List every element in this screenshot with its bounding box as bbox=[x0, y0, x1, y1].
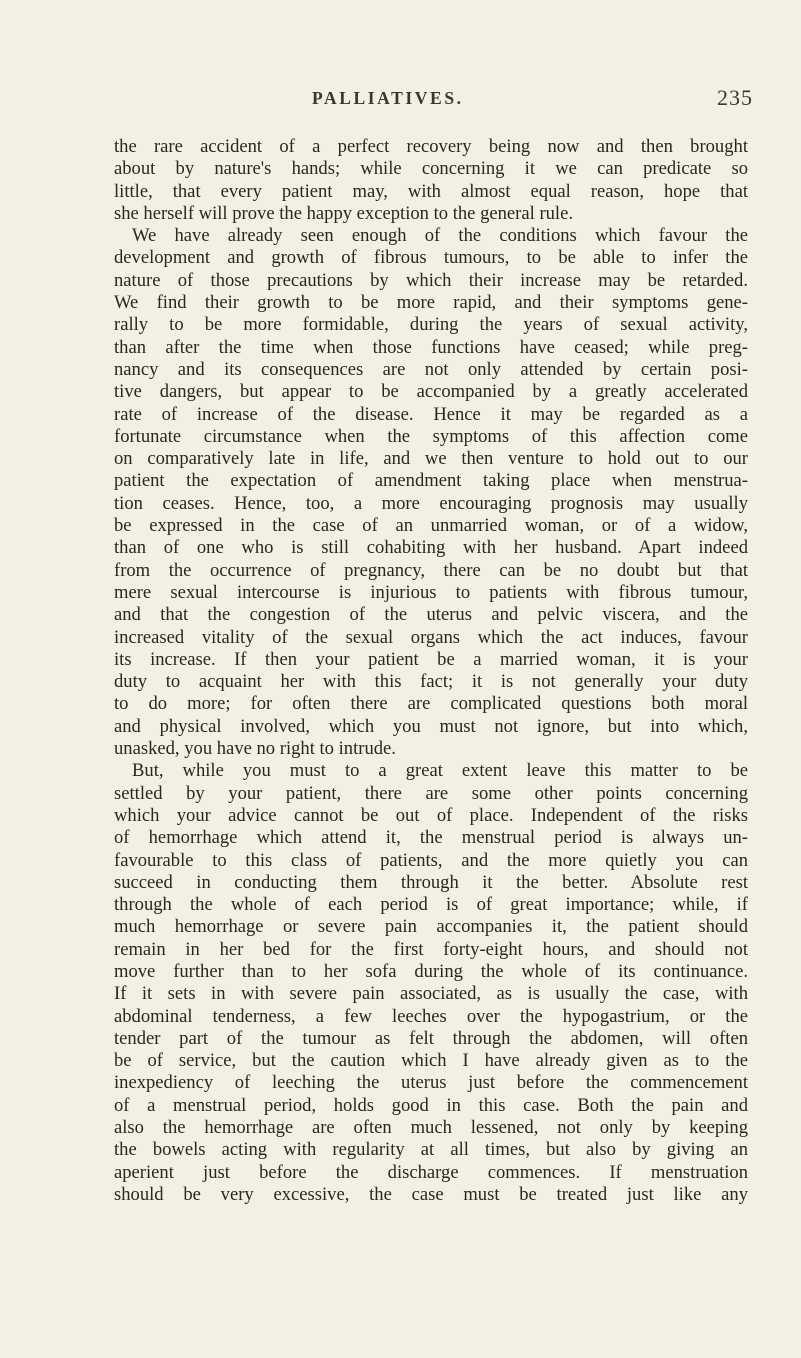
running-head bbox=[0, 85, 801, 118]
text-line: nature of those precautions by which their increase may be retarded. bbox=[114, 269, 748, 291]
text-line: fortunate circumstance when the symptoms of this affection come bbox=[114, 425, 748, 447]
text-line: also the hemorrhage are often much lessened, not only by keeping bbox=[114, 1117, 748, 1139]
text-line: nancy and its consequences are not only attended by certain posi- bbox=[114, 358, 748, 380]
text-line: remain in her bed for the first forty-eight hours, and should not bbox=[114, 938, 748, 960]
text-line: from the occurrence of pregnancy, there can be no doubt but that bbox=[114, 559, 748, 581]
running-title: PALLIATIVES. bbox=[312, 88, 464, 108]
text-line: tender part of the tumour as felt through the abdomen, will often bbox=[114, 1027, 748, 1049]
text-line: We find their growth to be more rapid, and their symptoms gene- bbox=[114, 292, 748, 314]
text-line: through the whole of each period is of great importance; while, if bbox=[114, 894, 748, 916]
body-text bbox=[114, 136, 748, 1206]
text-line: aperient just before the discharge commences. If menstruation bbox=[114, 1161, 748, 1183]
text-line: rally to be more formidable, during the years of sexual activity, bbox=[114, 314, 748, 336]
text-line: be of service, but the caution which I have already given as to the bbox=[114, 1050, 748, 1072]
text-line: We have already seen enough of the conditions which favour the bbox=[132, 225, 748, 247]
text-line: on comparatively late in life, and we then venture to hold out to our bbox=[114, 448, 748, 470]
text-line: patient the expectation of amendment taking place when menstrua- bbox=[114, 470, 748, 492]
text-line: abdominal tenderness, a few leeches over the hypogastrium, or the bbox=[114, 1005, 748, 1027]
text-line: and physical involved, which you must not ignore, but into which, bbox=[114, 715, 748, 737]
text-line: favourable to this class of patients, and the more quietly you can bbox=[114, 849, 748, 871]
text-line: she herself will prove the happy exception to the general rule. bbox=[114, 202, 573, 224]
text-line: to do more; for often there are complicated questions both moral bbox=[114, 693, 748, 715]
text-line: But, while you must to a great extent leave this matter to be bbox=[132, 760, 748, 782]
text-line: development and growth of fibrous tumours, to be able to infer the bbox=[114, 247, 748, 269]
text-line: unasked, you have no right to intrude. bbox=[114, 738, 396, 760]
text-line: of hemorrhage which attend it, the menstrual period is always un- bbox=[114, 827, 748, 849]
text-line: than after the time when those functions have ceased; while preg- bbox=[114, 336, 748, 358]
text-line: inexpediency of leeching the uterus just before the commencement bbox=[114, 1072, 748, 1094]
text-line: move further than to her sofa during the whole of its continuance. bbox=[114, 960, 748, 982]
text-line: much hemorrhage or severe pain accompanies it, the patient should bbox=[114, 916, 748, 938]
text-line: and that the congestion of the uterus and pelvic viscera, and the bbox=[114, 604, 748, 626]
text-line: the bowels acting with regularity at all times, but also by giving an bbox=[114, 1139, 748, 1161]
text-line: about by nature's hands; while concerning it we can predicate so bbox=[114, 158, 748, 180]
text-line: which your advice cannot be out of place. Independent of the risks bbox=[114, 804, 748, 826]
text-line: be expressed in the case of an unmarried woman, or of a widow, bbox=[114, 515, 748, 537]
text-line: its increase. If then your patient be a married woman, it is your bbox=[114, 648, 748, 670]
text-line: increased vitality of the sexual organs which the act induces, favour bbox=[114, 626, 748, 648]
page-number: 235 bbox=[717, 85, 753, 110]
text-line: than of one who is still cohabiting with her husband. Apart indeed bbox=[114, 537, 748, 559]
text-line: tive dangers, but appear to be accompanied by a greatly accelerated bbox=[114, 381, 748, 403]
text-line: little, that every patient may, with almost equal reason, hope that bbox=[114, 180, 748, 202]
text-line: the rare accident of a perfect recovery being now and then brought bbox=[114, 136, 748, 157]
text-line: of a menstrual period, holds good in this case. Both the pain and bbox=[114, 1094, 748, 1116]
text-line: succeed in conducting them through it the better. Absolute rest bbox=[114, 871, 748, 893]
text-line: If it sets in with severe pain associated, as is usually the case, with bbox=[114, 983, 748, 1005]
text-line: tion ceases. Hence, too, a more encouraging prognosis may usually bbox=[114, 492, 748, 514]
text-line: mere sexual intercourse is injurious to patients with fibrous tumour, bbox=[114, 581, 748, 603]
text-line: settled by your patient, there are some other points concerning bbox=[114, 782, 748, 804]
text-line: rate of increase of the disease. Hence it may be regarded as a bbox=[114, 403, 748, 425]
text-line: should be very excessive, the case must be treated just like any bbox=[114, 1183, 748, 1205]
text-line: duty to acquaint her with this fact; it is not generally your duty bbox=[114, 671, 748, 693]
